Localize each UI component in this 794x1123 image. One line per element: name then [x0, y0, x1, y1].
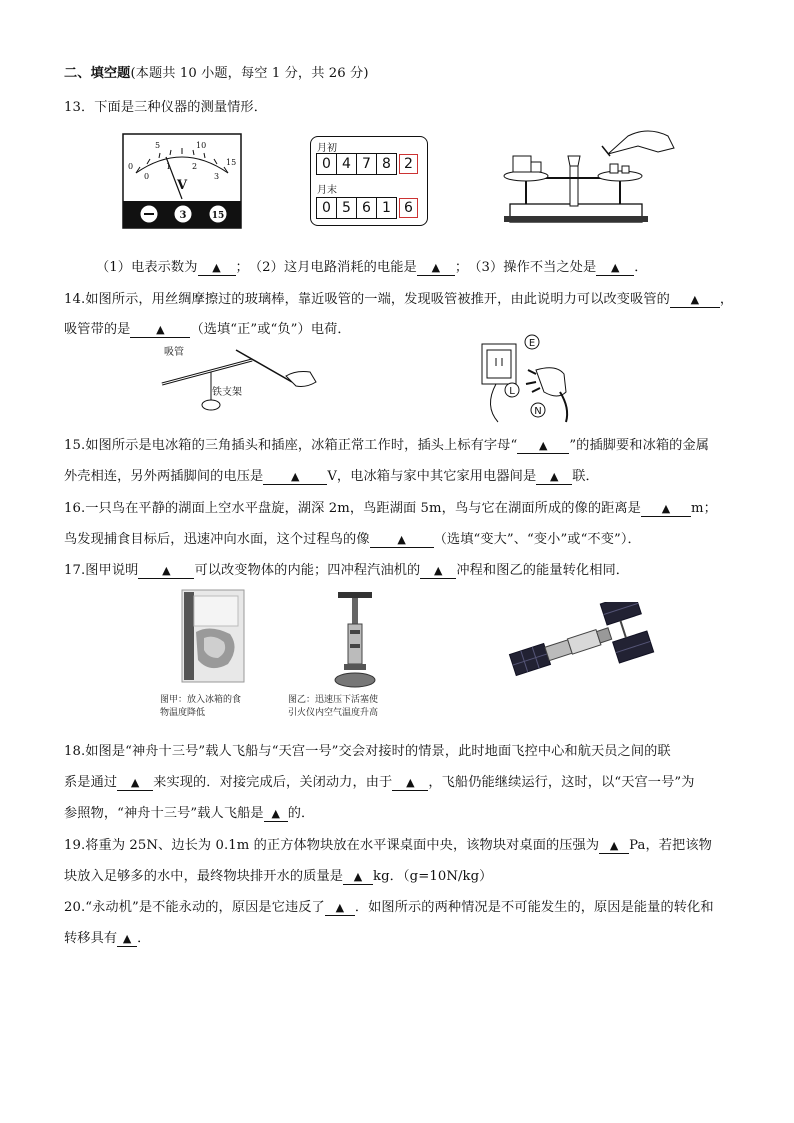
answer-blank[interactable]: ▲ [670, 293, 720, 308]
digit: 0 [316, 153, 337, 175]
q18-text: 的． [287, 806, 315, 821]
answer-blank[interactable]: ▲ [370, 533, 434, 548]
q18-text: ，飞船仍能继续运行，这时，以“天宫一号”为 [428, 775, 695, 790]
answer-blank[interactable]: ▲ [596, 261, 634, 276]
q15-text: 联． [572, 469, 599, 484]
q18-line1: 18.如图是“神舟十三号”载人飞船与“天宫一号”交会对接时的情景，此时地面飞控中心和航天员之间的联 [64, 744, 671, 759]
answer-blank[interactable]: ▲ [343, 870, 373, 885]
vm-top-3: 15 [226, 158, 237, 167]
answer-blank[interactable]: ▲ [263, 470, 327, 485]
answer-blank[interactable]: ▲ [536, 470, 572, 485]
balance-scale-figure [498, 126, 678, 226]
q14-text: 14.如图所示，用丝绸摩擦过的玻璃棒，靠近吸管的一端，发现吸管被推开，由此说明力可以改变吸管的 [64, 292, 670, 307]
q14-line2 [64, 318, 351, 338]
vm-bot-3: 3 [214, 172, 220, 181]
q19-line1 [64, 834, 712, 854]
q19-text: 块放入足够多的水中，最终物块排开水的质量是 [64, 869, 344, 884]
voltmeter-unit: V [176, 178, 188, 193]
energy-meter-figure [310, 136, 428, 226]
q17-text: 冲程和图乙的能量转化相同． [456, 563, 630, 578]
q17-text: 可以改变物体的内能；四冲程汽油机的 [194, 563, 421, 578]
vm-top-0: 0 [128, 162, 134, 171]
answer-blank[interactable]: ▲ [117, 776, 153, 791]
vm-top-1: 5 [155, 141, 161, 150]
vm-bot-1: 1 [166, 162, 172, 171]
q13-stem: 13．下面是三种仪器的测量情形． [64, 100, 268, 115]
q14-line1 [64, 288, 733, 308]
q18-text: 来实现的．对接完成后，关闭动力，由于 [153, 775, 393, 790]
q13-part2: ； （2）这月电路消耗的电能是 [235, 260, 417, 275]
q17-text: 17.图甲说明 [64, 563, 139, 578]
caption-line: 引火仪内空气温度升高 [288, 708, 379, 718]
q16-text: （选填“变大”、“变小”或“不变”）． [433, 532, 641, 547]
q14-text: ， [719, 292, 734, 307]
q17-line1 [64, 559, 629, 579]
answer-blank[interactable]: ▲ [641, 502, 691, 517]
meter-start-row [316, 153, 418, 175]
digit: 7 [357, 153, 377, 175]
digit: 6 [357, 197, 377, 219]
fig-jia-caption [160, 694, 241, 720]
q19-text: 19.将重为 25N、边长为 0.1m 的正方体物块放在水平课桌面中央，该物块对桌面的压强为 [64, 838, 600, 853]
answer-blank[interactable]: ▲ [117, 932, 137, 947]
stand-label: 铁支架 [212, 387, 242, 398]
q19-line2 [64, 865, 492, 885]
digit: 5 [337, 197, 357, 219]
meter-end-row [316, 197, 418, 219]
q13-part3: ； （3）操作不当之处是 [454, 260, 597, 275]
q19-text: Pa，若把该物 [629, 838, 712, 853]
q20-line1 [64, 896, 714, 916]
q13-answer-line [96, 256, 648, 276]
caption-line: 图甲：放入冰箱的食 [160, 695, 242, 705]
vm-bot-0: 0 [144, 172, 150, 181]
q18-text: 系是通过 [64, 775, 118, 790]
answer-blank[interactable]: ▲ [392, 776, 428, 791]
q15-text: 外壳相连，另外两插脚间的电压是 [64, 469, 264, 484]
answer-blank[interactable]: ▲ [420, 564, 456, 579]
fire-piston-figure [330, 590, 380, 690]
fig-yi-caption [288, 694, 378, 720]
answer-blank[interactable]: ▲ [599, 839, 629, 854]
q20-text: 20.“永动机”是不能永动的，原因是它违反了 [64, 900, 325, 915]
q13-part1: （1）电表示数为 [96, 260, 198, 275]
q13-end: ． [634, 260, 648, 275]
answer-blank[interactable]: ▲ [198, 261, 236, 276]
digit: 8 [377, 153, 397, 175]
q14-text: 吸管带的是 [64, 322, 131, 337]
q14-text: （选填“正”或“负”）电荷． [190, 322, 351, 337]
meter-start-label: 月初 [317, 143, 337, 154]
digit: 0 [316, 197, 337, 219]
digit-decimal: 2 [399, 154, 418, 174]
q19-text: kg．（g=10N/kg） [373, 869, 493, 884]
straw-label: 吸管 [164, 347, 184, 358]
q16-text: 鸟发现捕食目标后，迅速冲向水面，这个过程鸟的像 [64, 532, 370, 547]
q20-line2 [64, 927, 150, 947]
meter-end-label: 月末 [317, 185, 337, 196]
plug-socket-figure [474, 330, 584, 424]
q15-text: V，电冰箱与家中其它家用电器间是 [327, 469, 537, 484]
answer-blank[interactable]: ▲ [130, 323, 190, 338]
q20-text: ．如图所示的两种情况是不可能发生的，原因是能量的转化和 [354, 900, 714, 915]
straw-figure [160, 342, 330, 414]
q15-line2 [64, 465, 599, 485]
q15-text: ”的插脚要和冰箱的金属 [569, 438, 710, 453]
voltmeter-figure [122, 133, 242, 229]
q16-line2 [64, 528, 641, 548]
q15-line1 [64, 434, 709, 454]
section-heading [64, 62, 369, 81]
plug-label-e: E [528, 338, 536, 349]
answer-blank[interactable]: ▲ [325, 901, 355, 916]
q18-text: 参照物，“神舟十三号”载人飞船是 [64, 806, 264, 821]
vm-bot-2: 2 [192, 162, 198, 171]
section-note: (本题共 10 小题，每空 1 分，共 26 分) [130, 66, 369, 81]
vm-top-2: 10 [196, 141, 207, 150]
q15-text: 15.如图所示是电冰箱的三角插头和插座，冰箱正常工作时，插头上标有字母“ [64, 438, 518, 453]
answer-blank[interactable]: ▲ [264, 807, 288, 822]
plug-label-l: L [509, 386, 515, 397]
section-title: 二、填空题 [64, 66, 131, 81]
q18-line3 [64, 802, 314, 822]
vm-terminal-15: 15 [211, 211, 225, 221]
q16-text: 16.一只鸟在平静的湖面上空水平盘旋，湖深 2m，鸟距湖面 5m，鸟与它在湖面所成的像的距离是 [64, 501, 641, 516]
vm-terminal-3: 3 [179, 210, 187, 221]
caption-line: 图乙：迅速压下活塞使 [288, 695, 379, 705]
q20-text: 转移具有 [64, 931, 118, 946]
plug-label-n: N [534, 406, 542, 417]
answer-blank[interactable]: ▲ [417, 261, 455, 276]
q16-line1 [64, 497, 717, 517]
digit: 1 [377, 197, 397, 219]
digit: 4 [337, 153, 357, 175]
q16-text: m； [690, 501, 717, 516]
digit-decimal: 6 [399, 198, 418, 218]
docking-spacecraft-figure [506, 602, 656, 688]
caption-line: 物温度降低 [160, 708, 206, 718]
q18-line2 [64, 771, 695, 791]
fridge-photo [180, 588, 246, 684]
answer-blank[interactable]: ▲ [517, 439, 569, 454]
q20-text: ． [137, 931, 151, 946]
answer-blank[interactable]: ▲ [138, 564, 194, 579]
